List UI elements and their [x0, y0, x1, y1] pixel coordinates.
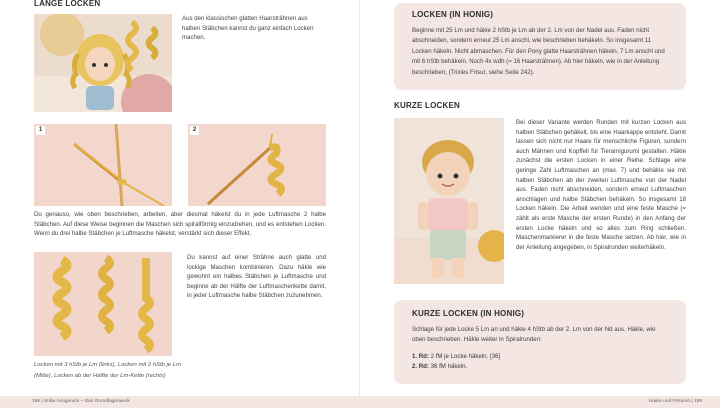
locken-honig-box: [394, 3, 686, 90]
round-step-num: 2. Rd:: [412, 363, 429, 371]
locken-honig-text: Beginne mit 25 Lm und häkle 2 hStb je Lm ab der 2. Lm von der Nadel aus. Faden nicht abschneiden, sondern erneut 25 Lm anschl, wie beschrieben behäkeln. So insgesamt 11 Locken häkeln. Nicht abmaschen. Für den Pony glatte Haarsträhnen häkeln. 7 Lm anschl und mit 6 hStb behäkeln. Noch 4x wdh (= 16 Haarsträhnen). Ab hier häkeln, wie in der Anleitung beschrieben, (Trixies Frisur, siehe Seite 242).: [412, 27, 665, 76]
round-step-num: 1. Rd:: [412, 352, 429, 360]
footer-left: 198 | Süße Amigurumi – Das Grundlagenwerk: [0, 396, 360, 408]
step-label-2: 2: [190, 126, 199, 135]
step1-photo: [34, 124, 172, 206]
heading-kurze-locken: KURZE LOCKEN: [394, 101, 460, 110]
curl-comparison-photo: [34, 252, 172, 356]
footer-right: Haare und Frisuren | 199: [360, 396, 720, 408]
round-steps: [412, 352, 670, 373]
round-step-text: 36 fM häkeln.: [430, 363, 468, 371]
round-step: [412, 362, 670, 372]
doll-short-curls-photo: [394, 118, 504, 284]
step-label-1: 1: [36, 126, 45, 135]
kurze-locken-text: Bei dieser Variante werden Runden mit kurzen Locken aus halben Stäbchen gehäkelt, bis eine Haarkappe entsteht. Damit lassen sich nicht nur Haare für menschliche Figuren, sondern auch Mähnen und Kopffell für Tieramigurumi gestalten. Häkle zunächst die ersten Locken in einer Reihe. Schlage eine geringe Zahl Luftmaschen an (max. 7) und behäkle sie mit halben Stäbchen ab der zweiten Luftmasche von der Nadel aus. Faden nicht abschneiden, sondern erneut Luftmaschen anschlagen und halbe Stäbchen behäkeln. So insgesamt 18 Locken häkeln. Die Arbeit wenden und eine feste Masche (= zählt als erste Masche der ersten Runde) in den Anfang der ersten Locke häkeln und so alles zum Ring schließen. Maschenmarkierer in die feste Masche setzen. Ab hier, wie in der Anleitung angegeben, in Spiralrunden weiterhäkeln.: [516, 119, 686, 251]
intro-text: Aus den klassischen glatten Haarsträhnen aus halben Stäbchen kannst du ganz einfach Locken machen.: [182, 15, 314, 42]
body-text-2: Du kannst auf einer Strähne auch glatte und lockige Maschen kombinieren. Dazu häkle wie gewohnt ein halbes Stäbchen je Luftmasche und beginne ab der Hälfte der Luftmaschenkette damit, in jeder Luftmasche halbe Stäbchen zuzunehmen.: [187, 254, 326, 300]
heading-locken-honig: LOCKEN (IN HONIG): [412, 10, 494, 19]
right-page: [360, 0, 720, 408]
kurze-locken-honig-text: Schlage für jede Locke 5 Lm an und häkle 4 hStb ab der 2. Lm von der Nd aus. Häkle, wie oben beschrieben. Häkle weiter in Spiralrunden:: [412, 326, 656, 344]
step2-photo: [188, 124, 326, 206]
heading-kurze-locken-honig: KURZE LOCKEN (IN HONIG): [412, 309, 525, 318]
photo-caption: Locken mit 3 hStb je Lm (links), Locken mit 2 hStb je Lm (Mitte), Locken ab der Hälfte der Lm-Kette (rechts): [34, 362, 182, 379]
kurze-locken-honig-box: [394, 300, 686, 384]
round-step-text: 2 fM je Locke häkeln. [36]: [430, 352, 501, 360]
round-step: [412, 352, 670, 362]
doll-long-curls-photo: [34, 14, 172, 112]
heading-lange-locken: LANGE LOCKEN: [34, 0, 101, 8]
body-text-1: Du genauso, wie oben beschrieben, arbeiten, aber diesmal häkelst du in jede Luftmasche 2 halbe Stäbchen. Auf diese Weise beginnen die Maschen sich spiralförmig einzudrehen, und es entstehen Locken. Wenn du drei halbe Stäbchen je Luftmasche häkelst, verstärkt sich dieser Effekt.: [34, 211, 326, 238]
